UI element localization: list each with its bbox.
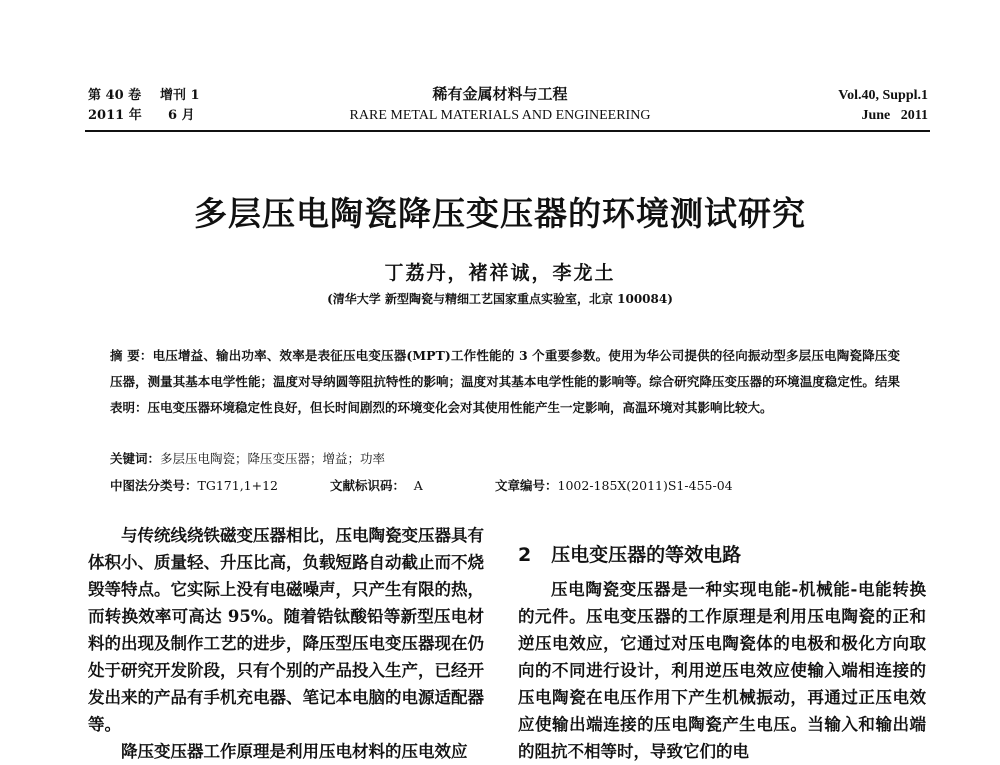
body-paragraph: 与传统线绕铁磁变压器相比，压电陶瓷变压器具有体积小、质量轻、升压比高，负载短路自动截止而不烧毁等特点。它实际上没有电磁噪声，只产生有限的热，而转换效率可高达 95%。随着锆钛酸铅等新型压电材料的出现及制作工艺的进步，降压型压电变压器现在仍处于研究开发阶段，只有个别的产品投入生产，已经开发出来的产品有手机充电器、笔记本电脑的电源适配器等。 bbox=[88, 526, 484, 734]
date-en: June 2011 bbox=[861, 108, 928, 123]
abstract bbox=[110, 343, 900, 421]
doc-code-value: A bbox=[413, 478, 423, 493]
keywords-label: 关键词： bbox=[110, 451, 161, 466]
volume: 第 40 卷 bbox=[88, 88, 142, 103]
month: 6 月 bbox=[168, 108, 195, 123]
affiliation: (清华大学 新型陶瓷与精细工艺国家重点实验室，北京 100084) bbox=[327, 292, 673, 306]
clc-value: TG171,1+12 bbox=[197, 478, 279, 493]
section-heading: 2 压电变压器的等效电路 bbox=[518, 544, 742, 566]
clc-label: 中图法分类号： bbox=[110, 478, 198, 493]
abstract-text: 电压增益、输出功率、效率是表征压电变压器(MPT)工作性能的 3 个重要参数。使用为华公司提供的径向振动型多层压电陶瓷降压变压器，测量其基本电学性能；温度对导纳圆等阻抗特性的影响；温度对其基本电学性能的影响等。综合研究降压变压器的环境温度稳定性。结果表明：压电变压器环境稳定性良好，但长时间剧烈的环境变化会对其使用性能产生一定影响，高温环境对其影响比较大。 bbox=[110, 348, 900, 415]
classification bbox=[110, 476, 910, 494]
volume-en: Vol.40, Suppl.1 bbox=[838, 88, 928, 103]
header-rule bbox=[85, 130, 930, 132]
issue: 增刊 1 bbox=[160, 88, 200, 103]
article-number-value: 1002-185X(2011)S1-455-04 bbox=[557, 478, 733, 493]
authors: 丁荔丹，褚祥诚，李龙土 bbox=[384, 262, 616, 284]
left-column bbox=[88, 522, 484, 765]
journal-title-cn: 稀有金属材料与工程 bbox=[432, 85, 568, 103]
body-paragraph: 压电陶瓷变压器是一种实现电能-机械能-电能转换的元件。压电变压器的工作原理是利用压电陶瓷的正和逆压电效应，它通过对压电陶瓷体的电极和极化方向取向的不同进行设计，利用逆压电效应使输入端相连接的压电陶瓷在电压作用下产生机械振动，再通过正压电效应使输出端连接的压电陶瓷产生电压。当输入和输出端的阻抗不相等时，导致它们的电 bbox=[518, 580, 926, 761]
article-number bbox=[495, 476, 733, 494]
journal-title-en: RARE METAL MATERIALS AND ENGINEERING bbox=[349, 108, 651, 123]
article-number-label: 文章编号： bbox=[495, 478, 558, 493]
right-column bbox=[518, 576, 926, 765]
keywords-text: 多层压电陶瓷；降压变压器；增益；功率 bbox=[160, 451, 386, 466]
year: 2011 年 bbox=[88, 108, 142, 123]
doc-code bbox=[330, 476, 423, 494]
keywords bbox=[110, 449, 385, 467]
abstract-label: 摘 要： bbox=[110, 348, 153, 363]
paper-title: 多层压电陶瓷降压变压器的环境测试研究 bbox=[194, 194, 806, 233]
doc-code-label: 文献标识码： bbox=[330, 478, 406, 493]
body-paragraph: 降压变压器工作原理是利用压电材料的压电效应 bbox=[121, 742, 468, 761]
